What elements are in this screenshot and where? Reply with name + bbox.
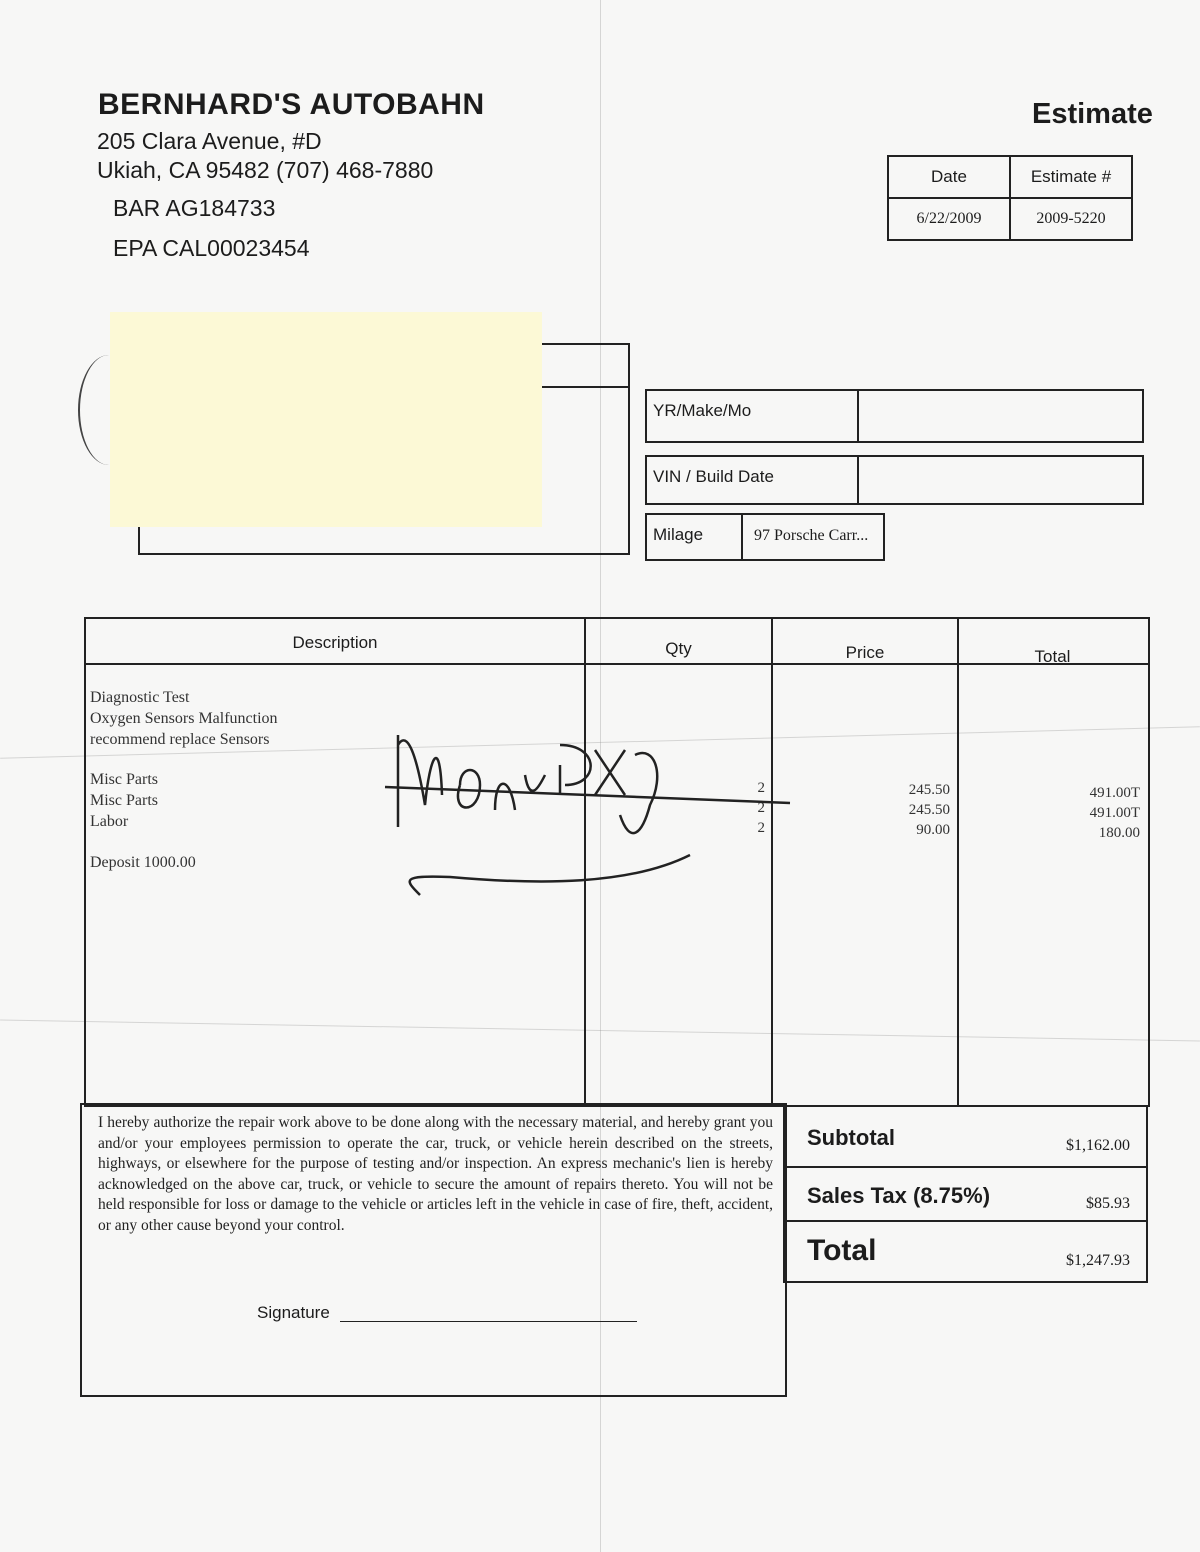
handwritten-annotation (380, 715, 800, 905)
table-row-desc: Misc Parts (90, 792, 158, 809)
table-row-total: 180.00 (1098, 825, 1140, 841)
date-value: 6/22/2009 (888, 198, 1010, 240)
column-header-description: Description (292, 633, 378, 652)
item-totals (1030, 783, 1140, 843)
diagnosis-notes (90, 687, 278, 750)
estimate-number-value: 2009-5220 (1010, 198, 1132, 240)
authorization-text: I hereby authorize the repair work above to be done along with the necessary material, and hereby grant you and/or your employees permission to operate the car, truck, or vehicle herein described on the streets, highways, or elsewhere for the purpose of testing and/or inspection. An express mechanic's lien is hereby acknowledged on the above car, truck, or vehicle to secure the amount of repairs thereto. You will not be held responsible for loss or damage to the vehicle or articles left in the vehicle in case of fire, theft, accident, or any other cause beyond your control. (98, 1114, 773, 1234)
document-title: Estimate (1032, 98, 1153, 130)
authorization-box (80, 1103, 787, 1397)
table-row-price: 245.50 (908, 802, 950, 818)
date-label: Date (888, 156, 1010, 198)
estimate-meta-table (887, 155, 1133, 241)
table-row-qty: 2 (757, 800, 765, 816)
table-row-price: 90.00 (916, 822, 950, 838)
sales-tax-value: $85.93 (1086, 1195, 1130, 1212)
milage-label: Milage (653, 525, 704, 544)
yr-make-model-field (645, 389, 1144, 443)
item-prices (850, 780, 950, 840)
vin-build-date-label: VIN / Build Date (653, 467, 774, 486)
company-name: BERNHARD'S AUTOBAHN (98, 88, 485, 121)
total-label: Total (807, 1234, 877, 1267)
yr-make-model-value (862, 391, 868, 401)
table-row-desc: Labor (90, 813, 129, 830)
signature-label: Signature (257, 1303, 330, 1322)
table-row-total: 491.00T (1089, 785, 1140, 801)
table-row-total: 491.00T (1089, 805, 1140, 821)
table-row-qty: 2 (757, 780, 765, 796)
column-header-price: Price (845, 643, 885, 662)
epa-number: EPA CAL00023454 (113, 235, 310, 261)
milage-value: 97 Porsche Carr... (754, 527, 869, 544)
column-header-qty: Qty (665, 639, 692, 658)
address-line-1: 205 Clara Avenue, #D (97, 128, 322, 154)
totals-box (783, 1105, 1148, 1283)
total-value: $1,247.93 (1066, 1252, 1130, 1269)
sales-tax-label: Sales Tax (8.75%) (807, 1183, 991, 1208)
column-header-total: Total (1034, 647, 1071, 666)
bar-number: BAR AG184733 (113, 195, 276, 221)
redaction-sticky-note (110, 312, 542, 527)
table-row-price: 245.50 (908, 782, 950, 798)
table-row-qty: 2 (757, 820, 765, 836)
address-line-2: Ukiah, CA 95482 (707) 468-7880 (97, 157, 434, 183)
item-descriptions (90, 769, 158, 832)
diagnosis-line: Diagnostic Test (90, 689, 190, 706)
yr-make-model-label: YR/Make/Mo (653, 401, 752, 420)
deposit-note: Deposit 1000.00 (90, 854, 196, 871)
diagnosis-line: Oxygen Sensors Malfunction (90, 710, 278, 727)
subtotal-value: $1,162.00 (1066, 1137, 1130, 1154)
milage-field (645, 513, 885, 561)
diagnosis-line: recommend replace Sensors (90, 731, 270, 748)
subtotal-label: Subtotal (807, 1125, 895, 1150)
estimate-number-label: Estimate # (1010, 156, 1132, 198)
vin-build-date-value (862, 457, 868, 467)
signature-line[interactable] (340, 1321, 637, 1322)
vin-build-date-field (645, 455, 1144, 505)
table-row-desc: Misc Parts (90, 771, 158, 788)
